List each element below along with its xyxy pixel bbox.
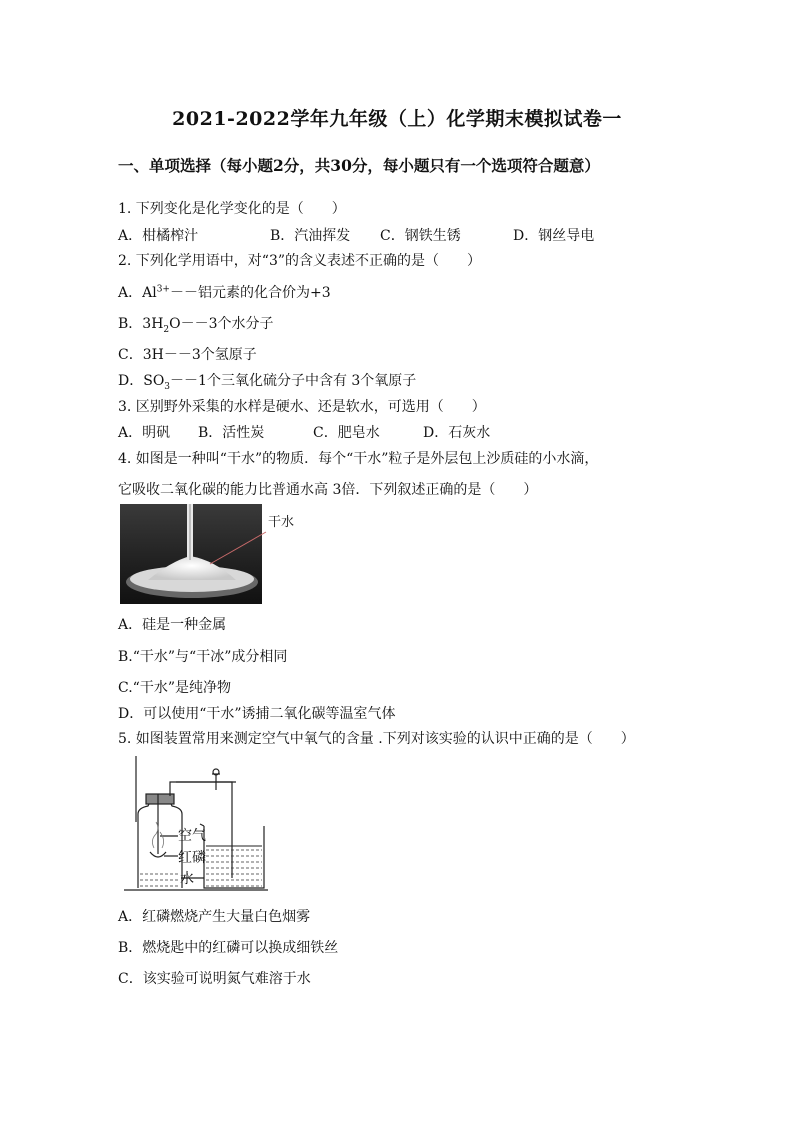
q4-option-d: D．可以使用“干水”诱捕二氧化碳等温室气体 [118,706,396,722]
q2-option-b-text: O－－3个水分子 [169,316,274,332]
q1-option-b: B．汽油挥发 [270,228,351,244]
q5-option-c: C．该实验可说明氮气难溶于水 [118,971,311,987]
q1-stem: 1. 下列变化是化学变化的是（ ） [118,201,346,217]
q5-option-a: A．红磷燃烧产生大量白色烟雾 [118,909,311,925]
q2-option-a-sup: 3+ [156,284,170,295]
q2-option-a [118,282,331,302]
q2-option-a-prefix: A．Al [118,285,157,301]
q3-option-d: D．石灰水 [423,425,491,441]
q4-option-a: A．硅是一种金属 [118,617,227,633]
apparatus-svg [120,752,270,894]
q4-stem-line2: 它吸收二氧化碳的能力比普通水高 3倍．下列叙述正确的是（ ） [118,482,538,498]
apparatus-diagram [120,752,270,894]
q2-option-d-sub: 3 [164,381,171,392]
q3-option-b: B．活性炭 [198,425,265,441]
q1-option-d: D．钢丝导电 [513,228,595,244]
q5-option-b: B．燃烧匙中的红磷可以换成细铁丝 [118,940,339,956]
q4-option-c: C.“干水”是纯净物 [118,680,231,696]
q2-option-d [118,370,416,392]
q3-stem: 3. 区别野外采集的水样是硬水、还是软水，可选用（ ） [118,399,486,415]
q2-option-a-text: －－铝元素的化合价为+3 [169,285,331,301]
q2-option-b [118,313,274,335]
label-air: 空气 [178,828,206,844]
photo-label: 干水 [268,515,295,530]
page-title: 2021-2022学年九年级（上）化学期末模拟试卷一 [172,108,622,130]
q3-option-a: A．明矾 [118,425,171,441]
q2-stem: 2. 下列化学用语中，对“3”的含义表述不正确的是（ ） [118,253,482,269]
q4-stem-line1: 4. 如图是一种叫“干水”的物质．每个“干水”粒子是外层包上沙质硅的小水滴， [118,451,599,467]
dry-water-photo-svg [120,504,300,604]
q3-option-c: C．肥皂水 [313,425,380,441]
q1-option-a: A．柑橘榨汁 [118,228,199,244]
q2-option-b-sub: 2 [163,324,170,335]
q5-stem: 5. 如图装置常用来测定空气中氧气的含量 .下列对该实验的认识中正确的是（ ） [118,731,635,747]
q2-option-b-prefix: B．3H [118,316,164,332]
q1-option-c: C．钢铁生锈 [380,228,461,244]
q2-option-c: C．3H－－3个氢原子 [118,347,257,363]
label-red-phosphorus: 红磷 [178,850,206,866]
label-water: 水 [180,871,194,887]
q2-option-d-prefix: D．SO [118,373,165,389]
section-heading: 一、单项选择（每小题2分，共30分，每小题只有一个选项符合题意） [118,156,600,175]
dry-water-photo [120,504,300,604]
q2-option-d-text: －－1个三氧化硫分子中含有 3个氧原子 [170,373,417,389]
q4-option-b: B.“干水”与“干冰”成分相同 [118,649,288,665]
